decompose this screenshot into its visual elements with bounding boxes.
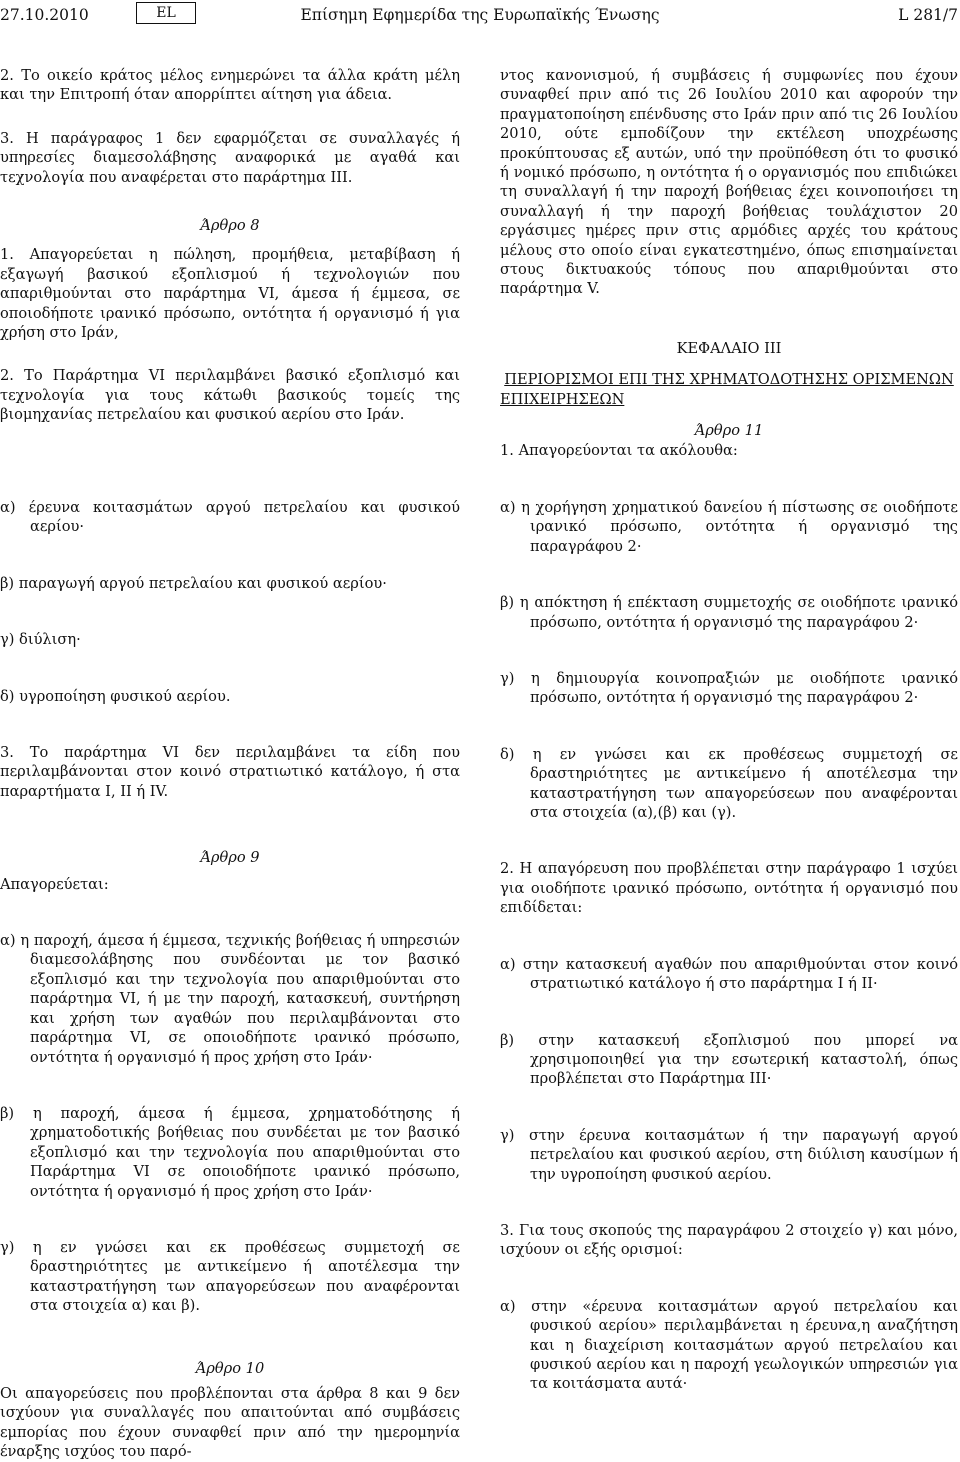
paragraph: 2. Η απαγόρευση που προβλέπεται στην παράγραφο 1 ισχύει για οιοδήποτε ιρανικό πρόσωπο, οντότητα ή οργανισμό που επιδίδεται: bbox=[500, 860, 958, 917]
chapter-label: ΚΕΦΑΛΑΙΟ III bbox=[676, 339, 782, 357]
list-item: δ) υγροποίηση φυσικού αερίου. bbox=[0, 687, 231, 705]
list-item: α) στην «έρευνα κοιτασμάτων αργού πετρελαίου και φυσικού αερίου» περιλαμβάνεται η έρευνα,η αναζήτηση και η διαχείριση κοιτασμάτων αργού πετρελαίου και φυσικού αερίου και η παροχή γεωλογικών υπηρεσιών για τα κοιτάσματα αυτά· bbox=[500, 1297, 958, 1393]
language-badge: EL bbox=[136, 2, 196, 24]
publication-date: 27.10.2010 bbox=[0, 6, 89, 24]
paragraph: 2. Το Παράρτημα VI περιλαμβάνει βασικό εξοπλισμό και τεχνολογία για τους κάτωθι βασικούς τομείς της βιομηχανίας πετρελαίου και φυσικού αερίου στο Ιράν. bbox=[0, 367, 460, 424]
bottom-left-column bbox=[0, 498, 460, 1462]
paragraph: 3. Η παράγραφος 1 δεν εφαρμόζεται σε συναλλαγές ή υπηρεσίες διαμεσολάβησης αναφορικά με αγαθά και τεχνολογία που αναφέρεται στο παράρτημα III. bbox=[0, 129, 460, 186]
list-item: α) η χορήγηση χρηματικού δανείου ή πίστωσης σε οιοδήποτε ιρανικό πρόσωπο, οντότητα ή οργανισμό της παραγράφου 2· bbox=[500, 499, 958, 555]
list-item: β) η απόκτηση ή επέκταση συμμετοχής σε οιοδήποτε ιρανικό πρόσωπο, οντότητα ή οργανισμό της παραγράφου 2· bbox=[500, 594, 958, 631]
paragraph: 3. Για τους σκοπούς της παραγράφου 2 στοιχείο γ) και μόνο, ισχύουν οι εξής ορισμοί: bbox=[500, 1221, 958, 1259]
list-item: γ) η εν γνώσει και εκ προθέσεως συμμετοχή σε δραστηριότητες με αντικείμενο ή αποτέλεσμα την καταστρατήγηση των απαγορεύσεων που αναφέρονται στα στοιχεία α) και β). bbox=[0, 1238, 460, 1315]
list-item: α) η παροχή, άμεσα ή έμμεσα, τεχνικής βοήθειας ή υπηρεσιών διαμεσολάβησης που συνδέονται με τον βασικό εξοπλισμό και την τεχνολογία που απαριθμούνται στο παράρτημα VI, ή με την παροχή, κατασκευή, συντήρηση και χρήση των αγαθών που περιλαμβάνονται στο παράρτημα VI, σε οποιοδήποτε ιρανικό πρόσωπο, οντότητα ή οργανισμό ή προς χρήση στο Ιράν· bbox=[0, 932, 460, 1066]
paragraph: Απαγορεύεται: bbox=[0, 875, 109, 893]
bottom-right-column bbox=[500, 498, 958, 1394]
list-item: δ) η εν γνώσει και εκ προθέσεως συμμετοχή σε δραστηριότητες με αντικείμενο ή αποτέλεσμα την καταστρατήγηση των απαγορεύσεων που αναφέρονται στα στοιχεία (α),(β) και (γ). bbox=[500, 745, 958, 822]
paragraph: 2. Το οικείο κράτος μέλος ενημερώνει τα άλλα κράτη μέλη και την Επιτροπή όταν απορρίπτει αίτηση για άδεια. bbox=[0, 67, 460, 104]
paragraph: ντος κανονισμού, ή συμβάσεις ή συμφωνίες που έχουν συναφθεί πριν από τις 26 Ιουλίου 2010 και αφορούν την πραγματοποίηση επένδυσης στο Ιράν πριν από τις 26 Ιουλίου 2010, ούτε εμποδίζουν την εκτέλεση υποχρέωσης προκύπτουσας εξ αυτών, υπό την προϋπόθεση ότι το φυσικό ή νομικό πρόσωπο, η οντότητα ή ο οργανισμός που επιδιώκει τη συναλλαγή ή την παροχή βοήθειας έχει κοινοποιήσει τη συναλλαγή ή την παροχή βοήθειας τουλάχιστον 20 εργάσιμες ημέρες πριν στις αρμόδιες αρχές του κράτους μέλους στο οποίο είναι εγκατεστημένο, όπως επισημαίνεται στους δικτυακούς τόπους που απαριθμούνται στο παράρτημα V. bbox=[500, 67, 958, 298]
list-item: β) παραγωγή αργού πετρελαίου και φυσικού αερίου· bbox=[0, 574, 387, 592]
top-left-column bbox=[0, 66, 460, 425]
article-heading: Άρθρο 10 bbox=[195, 1359, 265, 1377]
paragraph: 1. Απαγορεύονται τα ακόλουθα: bbox=[500, 441, 738, 459]
paragraph: 3. Το παράρτημα VI δεν περιλαμβάνει τα είδη που περιλαμβάνονται στον κοινό στρατιωτικό κατάλογο, ή στα παραρτήματα I, II ή IV. bbox=[0, 744, 460, 800]
article-heading: Άρθρο 9 bbox=[200, 849, 260, 867]
journal-title: Επίσημη Εφημερίδα της Ευρωπαϊκής Ένωσης bbox=[300, 6, 660, 24]
paragraph: 1. Απαγορεύεται η πώληση, προμήθεια, μεταβίβαση ή εξαγωγή βασικού εξοπλισμού ή τεχνολογιών που απαριθμούνται στο παράρτημα VI, άμεσα ή έμμεσα, σε οποιοδήποτε ιρανικό πρόσωπο, οντότητα ή οργανισμό ή για χρήση στο Ιράν, bbox=[0, 246, 460, 342]
paragraph: Οι απαγορεύσεις που προβλέπονται στα άρθρα 8 και 9 δεν ισχύουν για συναλλαγές που απαιτούνται από συμβάσεις εμπορίας που έχουν συναφθεί πριν από την ημερομηνία έναρξης ισχύος του παρό- bbox=[0, 1384, 460, 1461]
list-item: β) η παροχή, άμεσα ή έμμεσα, χρηματοδότησης ή χρηματοδοτικής βοήθειας που συνδέεται με τον βασικό εξοπλισμό και την τεχνολογία που απαριθμούνται στο Παράρτημα VI σε οποιοδήποτε ιρανικό πρόσωπο, οντότητα ή οργανισμό ή προς χρήση στο Ιράν· bbox=[0, 1104, 460, 1200]
list-item: γ) διύλιση· bbox=[0, 631, 81, 649]
chapter-title: ΠΕΡΙΟΡΙΣΜΟΙ ΕΠΙ ΤΗΣ ΧΡΗΜΑΤΟΔΟΤΗΣΗΣ ΟΡΙΣΜΕΝΩΝ ΕΠΙΧΕΙΡΗΣΕΩΝ bbox=[500, 371, 954, 408]
list-item: γ) στην έρευνα κοιτασμάτων ή την παραγωγή αργού πετρελαίου και φυσικού αερίου, στη διύλιση καυσίμων ή την υγροποίηση φυσικού αερίου. bbox=[500, 1126, 958, 1183]
top-right-column bbox=[500, 66, 958, 460]
list-item: γ) η δημιουργία κοινοπραξιών με οιοδήποτε ιρανικό πρόσωπο, οντότητα ή οργανισμό της παραγράφου 2· bbox=[500, 670, 958, 707]
article-heading: Άρθρο 11 bbox=[694, 422, 764, 440]
page-number: L 281/7 bbox=[898, 6, 958, 24]
article-heading: Άρθρο 8 bbox=[200, 217, 260, 235]
list-item: α) έρευνα κοιτασμάτων αργού πετρελαίου και φυσικού αερίου· bbox=[0, 499, 460, 536]
page-header bbox=[0, 0, 960, 34]
list-item: α) στην κατασκευή αγαθών που απαριθμούνται στον κοινό στρατιωτικό κατάλογο ή στο παράρτημα I ή II· bbox=[500, 955, 958, 993]
list-item: β) στην κατασκευή εξοπλισμού που μπορεί να χρησιμοποιηθεί για την εσωτερική καταστολή, όπως προβλέπεται στο Παράρτημα III· bbox=[500, 1031, 958, 1088]
